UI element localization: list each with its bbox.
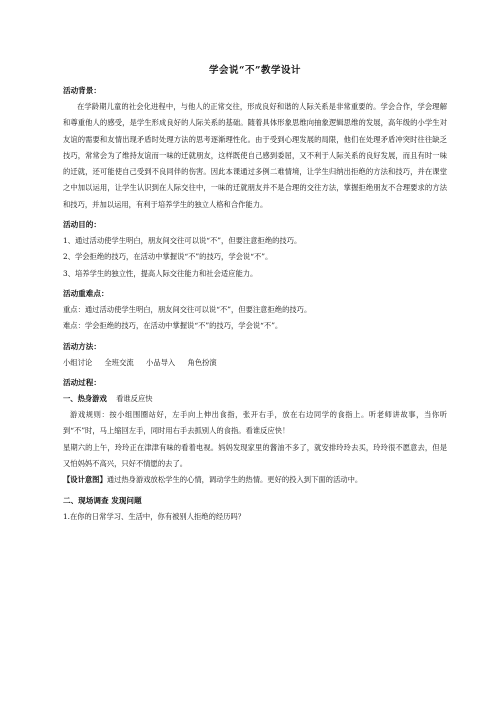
background-heading: 活动背景： (63, 86, 101, 95)
section2-question-1: 1.在你的日常学习、生活中，你有被别人拒绝的经历吗？ (63, 511, 246, 521)
method-item: 全班交流 (104, 357, 134, 367)
process-heading: 活动过程： (63, 377, 101, 387)
method-item: 小组讨论 (63, 357, 93, 367)
goal-item-2: 2、学会拒绝的技巧，在活动中掌握说“不”的技巧，学会说“不”。 (63, 252, 273, 262)
game-rules: 游戏规则：按小组围圈站好，左手向上伸出食指，张开右手，放在右边同学的食指上。听老师讲故事，当你听到“不”时，马上缩回左手，同时用右手去抓别人的食指。看谁反应快！ (63, 410, 447, 436)
document-page (63, 62, 447, 525)
game-story: 星期六的上午，玲玲正在津津有味的看着电视。妈妈发现家里的酱油不多了，就安排玲玲去买，玲玲很不愿意去，但是又怕妈妈不高兴，只好不情愿的去了。 (63, 442, 447, 469)
method-item: 角色扮演 (187, 357, 217, 367)
key-points-heading: 活动重难点： (63, 288, 109, 298)
design-intent (63, 472, 447, 488)
goals-heading: 活动目的： (63, 220, 101, 230)
section1-subtitle: 看谁反应快 (116, 393, 153, 403)
design-intent-mark: 【设计意图】 (63, 475, 107, 485)
key-point-focus: 重点：通过活动使学生明白，朋友间交往可以说“不”，但要注意拒绝的技巧。 (63, 304, 312, 314)
goal-item-3: 3、培养学生的独立性，提高人际交往能力和社会适应能力。 (63, 268, 258, 278)
methods-list (63, 355, 447, 371)
method-item: 小品导入 (146, 357, 176, 367)
goal-item-1: 1、通过活动使学生明白，朋友间交往可以说“不”，但要注意拒绝的技巧。 (63, 236, 302, 246)
background-paragraph: 在学龄期儿童的社会化进程中，与他人的正常交往，形成良好和谐的人际关系是非常重要的。学会合作，学会理解和尊重他人的感受，是学生形成良好的人际关系的基础。随着具体形象思维向抽象逻辑思维的发展，高年级的小学生对友谊的需要和友情出现矛盾时处理方法的思考逐渐理性化。由于受到心理发展的局限，他们在处理矛盾冲突时往往缺乏技巧，常常会为了维持友谊而一味的迁就朋友，这样既使自己感到委屈，又不利于人际关系的良好发展，而且有时一味的迁就，还可能使自己受到不良同伴的伤害。因此本课通过多例二难情境，让学生归纳出拒绝的方法和技巧，并在课堂之中加以运用，让学生认识到在人际交往中，一味的迁就朋友并不是合理的交往方法，掌握拒绝朋友不合理要求的方法和技巧，并加以运用，有利于培养学生的独立人格和合作能力。 (63, 102, 447, 209)
document-title: 学会说“不”教学设计 (209, 65, 301, 76)
design-intent-text: 通过热身游戏放松学生的心情，调动学生的热情。更好的投入到下面的活动中。 (106, 475, 363, 485)
key-point-difficulty: 难点：学会拒绝的技巧，在活动中掌握说“不”的技巧，学会说“不”。 (63, 321, 283, 331)
section1-line (63, 391, 447, 407)
section2-heading: 二、现场调查 发现问题 (63, 495, 142, 505)
section1-heading: 一、热身游戏 (63, 393, 107, 403)
methods-heading: 活动方法： (63, 341, 101, 351)
